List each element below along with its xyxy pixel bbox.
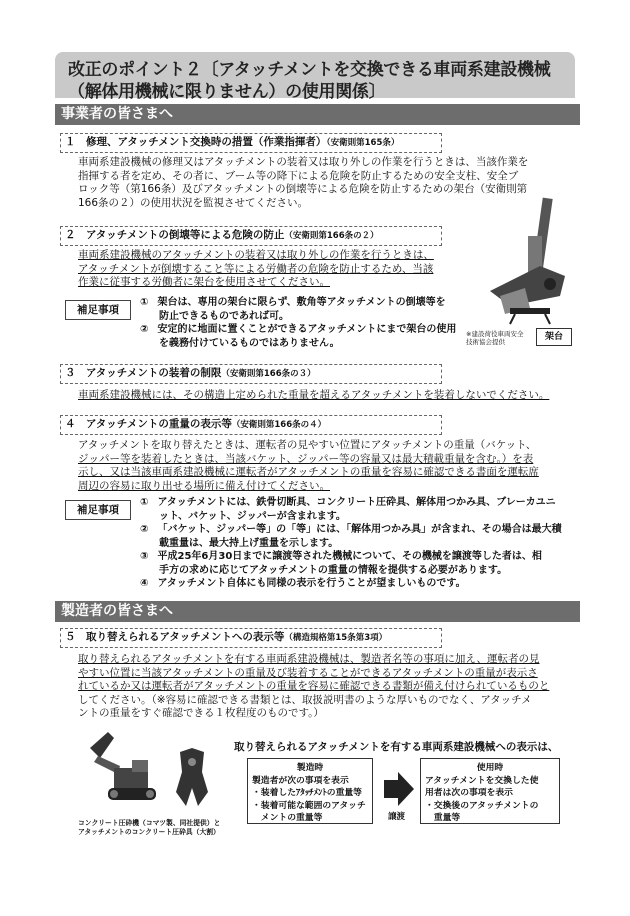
note-row [140, 496, 580, 510]
manufacture-box-line: ・装着したｱﾀｯﾁﾒﾝﾄの重量等 [252, 788, 362, 798]
transfer-label: 譲渡 [388, 812, 406, 822]
crusher-attachment-photo [172, 748, 212, 808]
use-box [420, 758, 560, 824]
item4-body-line: 示し、又は当該車両系建設機械に運転者がアタッチメントの重量を容易に確認できる書面を運転席 [78, 466, 539, 479]
item5-heading-text: ５ 取り替えられるアタッチメントへの表示等 [65, 631, 285, 643]
item1-body-line: ロック等（第166条）及びアタッチメントの倒壊等による危険を防止するための架台（安衛則第 [78, 183, 528, 196]
item5-body-line: 取り替えられるアタッチメントを有する車両系建設機械は、製造者名等の事項に加え、運転者の見 [78, 653, 540, 665]
manufacture-box-line: ・装着可能な範囲のアタッチ [252, 800, 366, 811]
item5-body-line: ントの重量をすぐ確認できる１枚程度のものです。） [78, 707, 324, 720]
item3-heading-text: ３ アタッチメントの装着の制限 [65, 367, 222, 379]
note-number: ② [140, 324, 149, 335]
item4-notes [140, 496, 580, 591]
item4-supplement-label: 補足事項 [65, 500, 131, 520]
item3-ref: （安衛則第166条の３） [221, 369, 316, 379]
item2-heading [60, 226, 442, 246]
item4-body [78, 439, 578, 493]
use-box-line: ・交換後のアタッチメントの [425, 800, 539, 811]
manufacture-box-title: 製造時 [296, 763, 324, 773]
item2-body-line: 作業に従事する労働者に架台を使用させてください。 [78, 276, 330, 289]
item3-heading [60, 364, 442, 384]
item4-body-line: 周辺の容易に取り出せる場所に備え付けてください。 [78, 479, 330, 492]
display-intro: 取り替えられるアタッチメントを有する車両系建設機械への表示は、 [234, 741, 559, 753]
note-number: ① [140, 497, 149, 508]
item5-body-line: れているか又は運転者がアタッチメントの重量を容易に確認できる書類が備え付けられているものと [78, 680, 550, 693]
stand-image-caption: ※建設荷役車両安全 技術協会提供 [466, 330, 524, 346]
item4-ref: （安衛則第166条の４） [231, 420, 327, 430]
note-row [140, 323, 470, 337]
note-number: ① [140, 297, 149, 308]
note-text: 架台は、専用の架台に限らず、敷角等アタッチメントの倒壊等を [157, 297, 446, 308]
item1-heading-text: １ 修理、アタッチメント交換時の措置（作業指揮者） [65, 136, 327, 148]
excavator-photo [80, 728, 165, 818]
item1-body-line: 指揮する者を定め、その者に、ブーム等の降下による危険を防止するための安全支柱、安全ブ [78, 169, 519, 182]
item2-ref: （安衛則第166条の２） [284, 231, 379, 241]
note-text-cont: 防止できるものであれば可。 [159, 310, 289, 322]
section-header-manufacturers: 製造者の皆さまへ [55, 601, 580, 622]
note-text-cont: ット、バケット、ジッパーが含まれます。 [159, 510, 346, 522]
item2-body-line: アタッチメントが倒壊すること等による労働者の危険を防止するため、当該 [78, 262, 434, 275]
page-title-line2: （解体用機械に限りません）の使用関係〕 [68, 82, 386, 102]
note-text: 安定的に地面に置くことができるアタッチメントにまで架台の使用 [157, 324, 457, 335]
use-box-line: アタッチメントを交換した使 [425, 775, 539, 786]
page-title-line1: 改正のポイント２〔アタッチメントを交換できる車両系建設機械 [68, 60, 551, 80]
note-row [140, 296, 470, 310]
item1-ref: （安衛則第165条） [326, 138, 400, 148]
manufacture-box-line: メントの重量等 [252, 813, 323, 823]
arrow-right-icon [384, 772, 414, 806]
item2-heading-text: ２ アタッチメントの倒壊等による危険の防止 [65, 229, 285, 241]
note-row [140, 577, 580, 591]
note-number: ③ [140, 551, 149, 562]
item4-heading [60, 415, 442, 435]
item4-body-line: アタッチメントを取り替えたときは、運転者の見やすい位置にアタッチメントの重量（バケット、 [78, 439, 537, 451]
item2-body [78, 249, 468, 290]
item1-body-line: 車両系建設機械の修理又はアタッチメントの装着又は取り外しの作業を行うときは、当該作業を [78, 156, 529, 168]
note-text-cont: 手方の求めに応じてアタッチメントの重量の情報を提供する必要があります。 [159, 564, 508, 576]
section-header-employers: 事業者の皆さまへ [55, 104, 580, 125]
note-number: ④ [140, 578, 149, 589]
item5-body-line: やすい位置に当該アタッチメントの重量及び装着することができるアタッチメントの重量が表示さ [78, 666, 538, 679]
note-text: 平成25年6月30日までに譲渡等された機械について、その機械を譲渡等した者は、相 [157, 551, 542, 562]
note-row [140, 550, 580, 564]
note-row [140, 523, 580, 537]
item5-heading [60, 628, 442, 648]
manufacture-box-line: 製造者が次の事項を表示 [252, 775, 349, 786]
item5-body-line: してください。（※容易に確認できる書類とは、取扱説明書のような厚いものでなく、アタッチメ [78, 693, 532, 706]
attachment-stand-illustration [470, 196, 578, 328]
photo-caption [78, 819, 238, 837]
item2-supplement-label: 補足事項 [65, 300, 131, 320]
item2-notes [140, 296, 470, 350]
item5-body [78, 653, 578, 721]
item5-ref: （構造規格第15条第3項） [284, 633, 388, 643]
use-box-line: 用者は次の事項を表示 [425, 788, 513, 798]
note-text: 「バケット、ジッパー等」の「等」には、「解体用つかみ具」が含まれ、その場合は最大積 [157, 524, 562, 535]
manufacture-box [247, 758, 373, 824]
use-box-line: 重量等 [425, 813, 461, 823]
item1-heading [60, 133, 442, 153]
item3-body: 車両系建設機械には、その構造上定められた重量を超えるアタッチメントを装着しないでください。 [78, 389, 550, 401]
note-number: ② [140, 524, 149, 535]
use-box-title: 使用時 [476, 763, 504, 773]
item2-body-line: 車両系建設機械のアタッチメントの装着又は取り外しの作業を行うときは、 [78, 249, 434, 261]
item1-body-line: 166条の２）の使用状況を監視させてください。 [78, 196, 309, 209]
note-text-cont: 載重量は、最大持上げ重量を示します。 [159, 537, 339, 549]
photo-caption-line: アタッチメントのコンクリート圧砕具（大割） [78, 828, 220, 836]
item4-body-line: ジッパー等を装着したときは、当該バケット、ジッパー等の容量又は最大積載重量を含む。）を表 [78, 452, 534, 465]
note-text: アタッチメントには、鉄骨切断具、コンクリート圧砕具、解体用つかみ具、ブレーカユニ [157, 497, 556, 508]
item4-heading-text: ４ アタッチメントの重量の表示等 [65, 418, 232, 430]
stand-label: 架台 [536, 328, 572, 346]
note-text-cont: を義務付けているものではありません。 [159, 337, 340, 349]
note-text: アタッチメント自体にも同様の表示を行うことが望ましいものです。 [157, 578, 466, 589]
photo-caption-line: コンクリート圧砕機（コマツ製、同社提供）と [78, 819, 221, 827]
